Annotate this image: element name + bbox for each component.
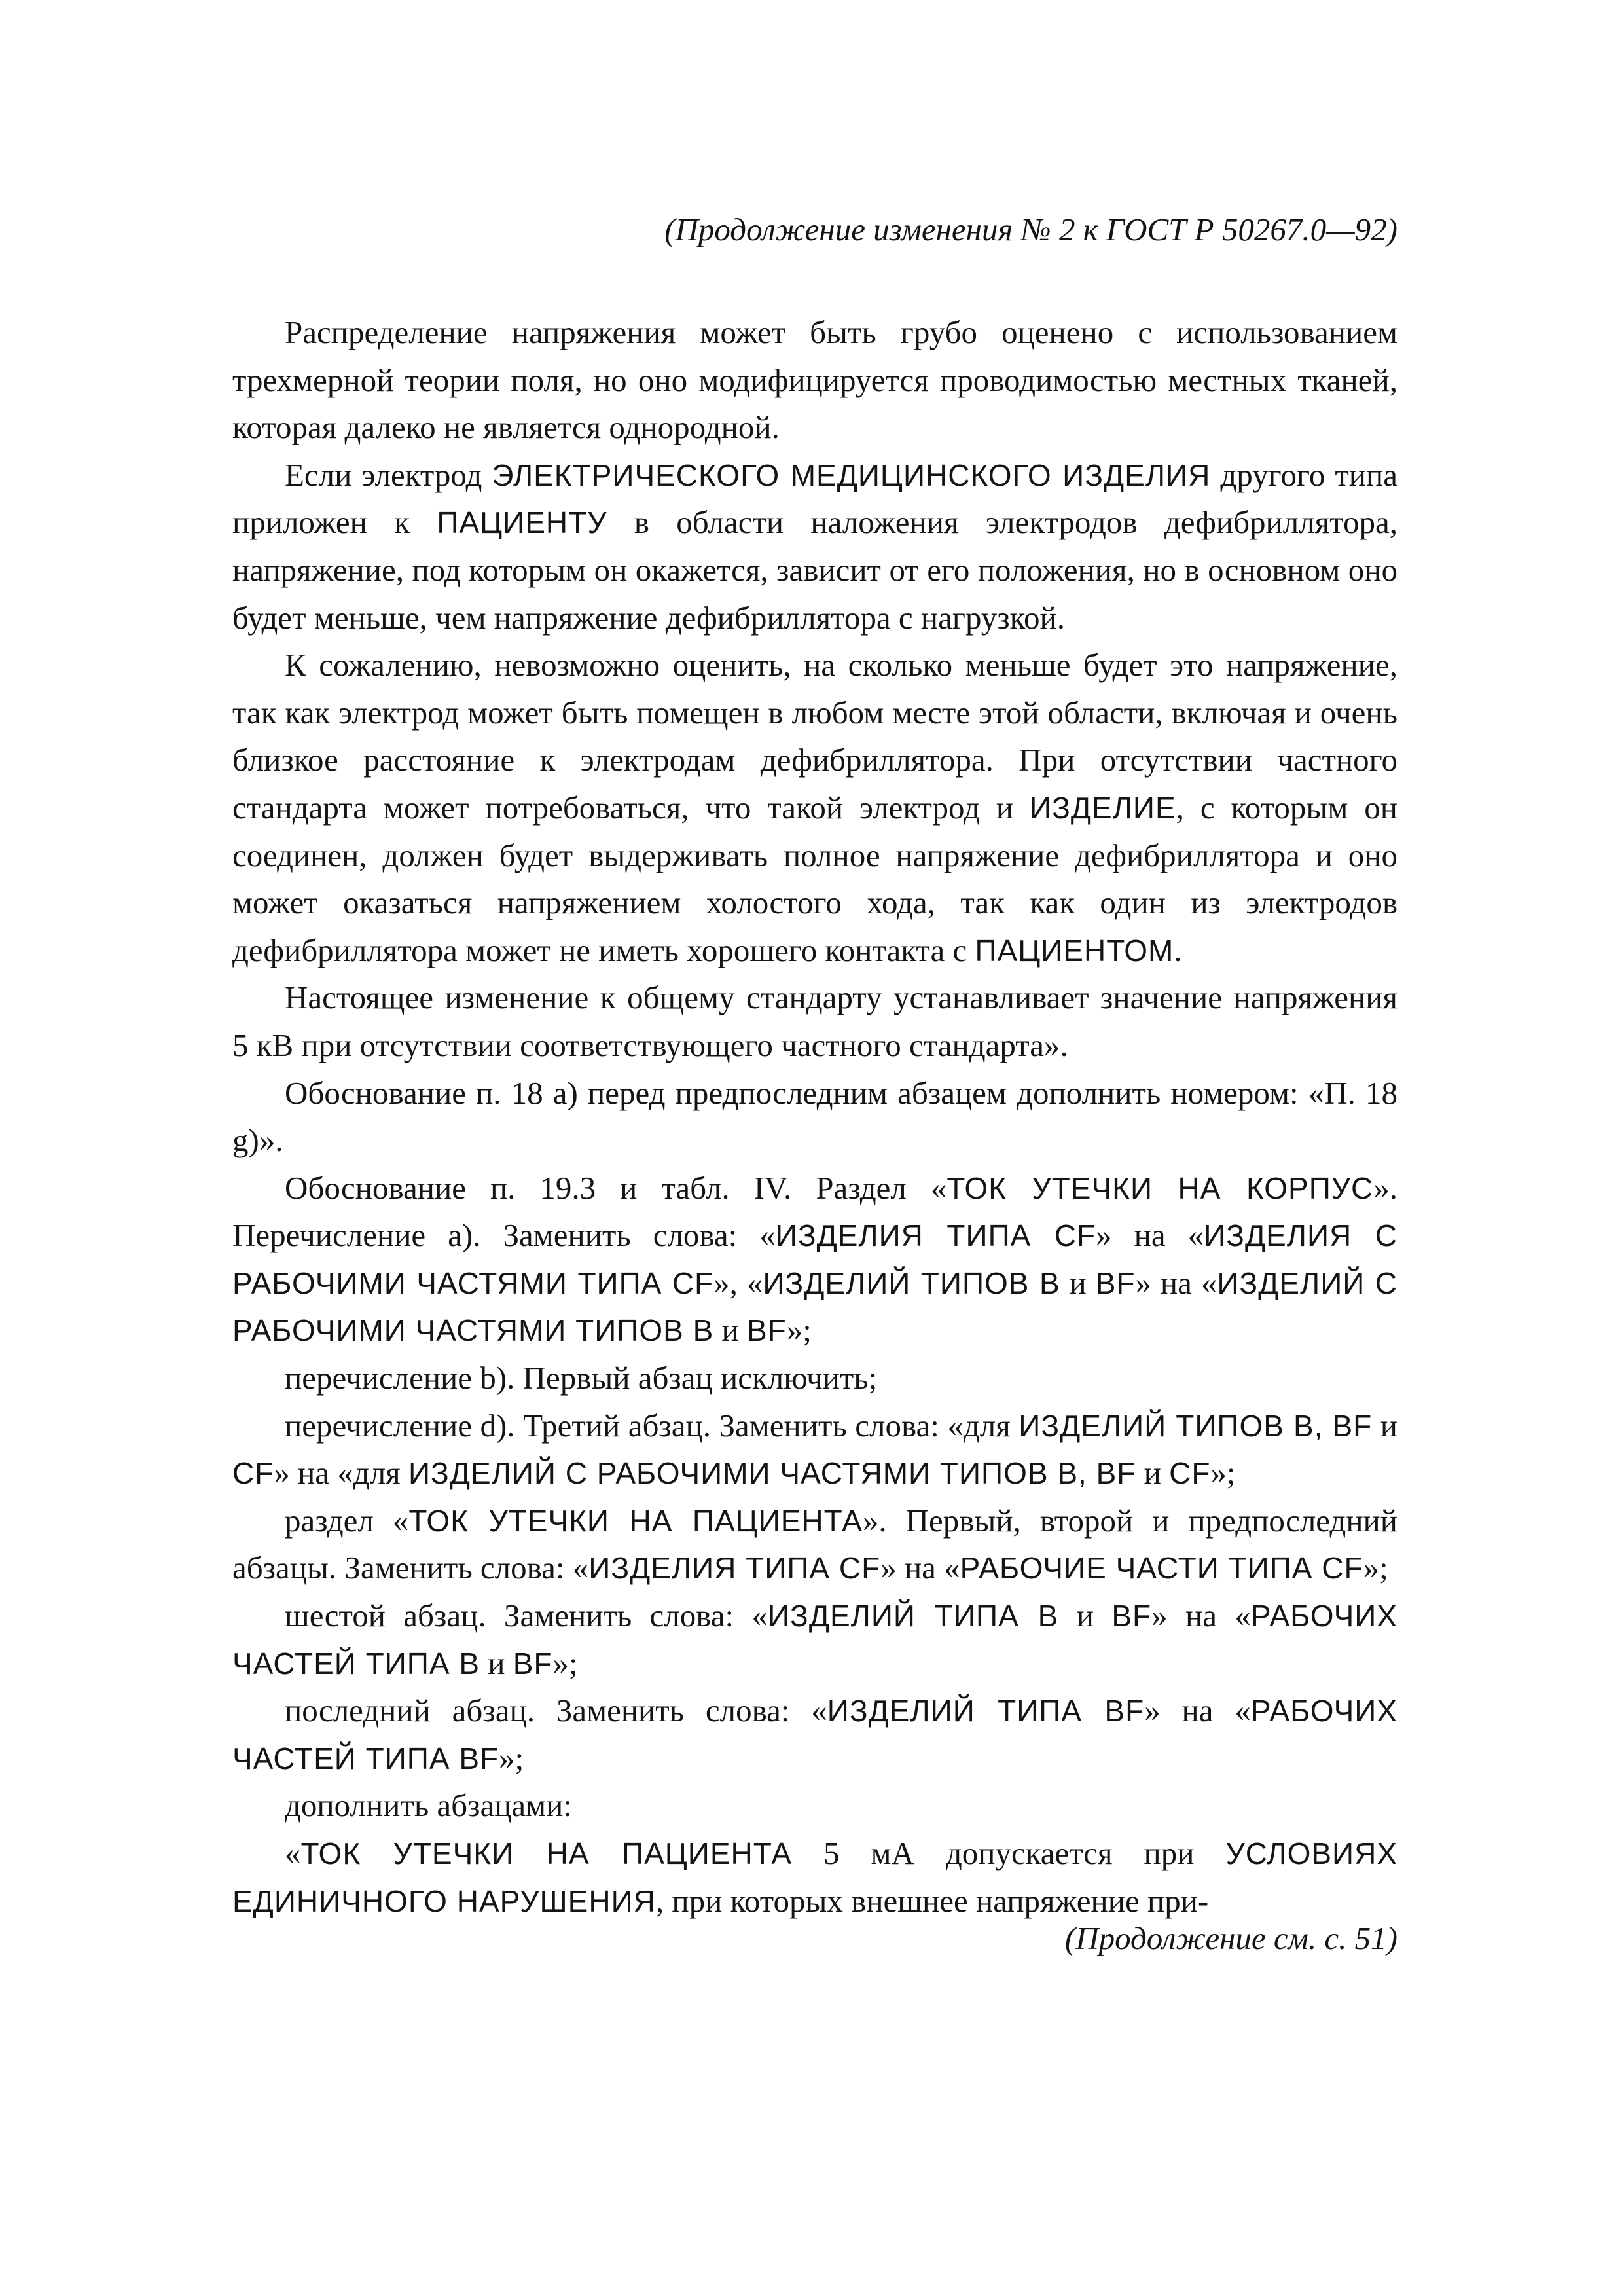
term-text: BF	[1111, 1599, 1152, 1633]
paragraph-text: в области наложения электродов дефибриллятора, напряжение, под которым он окажется, зависит от его положения, но в основном оно будет меньше, чем напряжение дефибриллятора с нагрузкой.	[232, 504, 1397, 636]
paragraph-text: »;	[499, 1740, 524, 1776]
paragraph-text: » на «	[1135, 1264, 1217, 1301]
term-text: BF	[513, 1646, 553, 1681]
paragraph-text: К сожалению, невозможно оценить, на сколько меньше будет это напряжение, так как электрод может быть помещен в любом месте этой области, включая и очень близкое расстояние к электродам дефибриллятора. При отсутствии частного стандарта может потребоваться, что такой электрод и	[232, 647, 1397, 826]
paragraph-text: дополнить абзацами:	[285, 1787, 573, 1824]
paragraph-text: » на «	[880, 1550, 960, 1586]
paragraph-text: »;	[552, 1645, 578, 1681]
paragraph-text: » на «для	[274, 1455, 408, 1491]
term-text: ПАЦИЕНТОМ	[975, 933, 1174, 968]
paragraph	[232, 1497, 1397, 1592]
paragraph-text: перечисление b). Первый абзац исключить;	[285, 1360, 878, 1396]
paragraph-text: Обоснование п. 19.3 и табл. IV. Раздел «	[285, 1169, 947, 1206]
term-text: РАБОЧИХ ЧАСТЕЙ ТИПА BF	[232, 1694, 1397, 1776]
paragraph-text: раздел «	[285, 1502, 409, 1539]
term-text: УСЛОВИЯХ ЕДИНИЧНОГО НАРУШЕНИЯ	[232, 1836, 1397, 1918]
paragraph-text: и	[1060, 1264, 1096, 1301]
paragraph-text: »;	[786, 1312, 812, 1349]
term-text: CF	[232, 1456, 274, 1491]
paragraph-text: ». Первый, второй и предпоследний абзацы. Заменить слова: «	[232, 1502, 1397, 1586]
paragraph-text: » на «	[1096, 1217, 1204, 1254]
document-page	[232, 210, 1397, 1925]
paragraph-text: «	[285, 1835, 301, 1871]
paragraph-text: и	[1372, 1407, 1397, 1444]
paragraph-text: » на «	[1151, 1597, 1251, 1634]
term-text: ИЗДЕЛИЯ С РАБОЧИМИ ЧАСТЯМИ ТИПА CF	[232, 1218, 1397, 1300]
term-text: РАБОЧИХ ЧАСТЕЙ ТИПА B	[232, 1599, 1397, 1681]
paragraph-text: и	[1058, 1597, 1112, 1634]
term-text: ИЗДЕЛИЙ ТИПА B	[767, 1599, 1059, 1633]
paragraph	[232, 452, 1397, 642]
paragraph-text: Если электрод	[285, 456, 492, 493]
paragraph-text: и	[713, 1312, 747, 1349]
paragraph-text: последний абзац. Заменить слова: «	[285, 1692, 827, 1729]
paragraph	[232, 1782, 1397, 1830]
term-text: ТОК УТЕЧКИ НА ПАЦИЕНТА	[300, 1836, 793, 1870]
term-text: ИЗДЕЛИЙ С РАБОЧИМИ ЧАСТЯМИ ТИПОВ B, BF	[408, 1456, 1136, 1491]
paragraph-text: и	[480, 1645, 513, 1681]
paragraph-text: Настоящее изменение к общему стандарту устанавливает значение напряжения 5 кВ при отсутствии соответствующего частного стандарта».	[232, 979, 1397, 1063]
continuation-note: (Продолжение см. с. 51)	[1064, 1920, 1397, 1956]
paragraph	[232, 1355, 1397, 1402]
paragraph	[232, 974, 1397, 1069]
paragraph-text: » на «	[1144, 1692, 1251, 1729]
term-text: ИЗДЕЛИЙ С РАБОЧИМИ ЧАСТЯМИ ТИПОВ B	[232, 1266, 1398, 1348]
term-text: ТОК УТЕЧКИ НА ПАЦИЕНТА	[408, 1503, 863, 1538]
paragraph-text: », «	[713, 1264, 763, 1301]
paragraph-text: и	[1136, 1455, 1170, 1491]
paragraph-text: 5 мА допускается при	[792, 1835, 1226, 1871]
paragraph	[232, 1402, 1397, 1497]
paragraph-text: Распределение напряжения может быть грубо оценено с использованием трехмерной теории поля, но оно модифицируется проводимостью местных тканей, которая далеко не является однородной.	[232, 314, 1397, 446]
paragraph-text: »;	[1210, 1455, 1236, 1491]
term-text: BF	[746, 1313, 787, 1348]
term-text: ИЗДЕЛИЙ ТИПОВ B	[763, 1266, 1060, 1300]
term-text: CF	[1169, 1456, 1211, 1491]
paragraph	[232, 309, 1397, 452]
term-text: ЭЛЕКТРИЧЕСКОГО МЕДИЦИНСКОГО ИЗДЕЛИЯ	[492, 458, 1211, 492]
paragraph-text: , при которых внешнее напряжение при-	[655, 1882, 1209, 1919]
paragraph-text: шестой абзац. Заменить слова: «	[285, 1597, 768, 1634]
body-text	[232, 309, 1397, 1925]
paragraph	[232, 1592, 1397, 1687]
term-text: BF	[1095, 1266, 1136, 1300]
paragraph-text: .	[1174, 932, 1182, 968]
paragraph-text: другого типа приложен к	[232, 456, 1397, 541]
term-text: ИЗДЕЛИЯ ТИПА CF	[588, 1551, 881, 1586]
term-text: РАБОЧИЕ ЧАСТИ ТИПА CF	[960, 1551, 1363, 1586]
paragraph	[232, 642, 1397, 974]
paragraph-text: , с которым он соединен, должен будет выдерживать полное напряжение дефибриллятора и оно может оказаться напряжением холостого хода, так как один из электродов дефибриллятора может не иметь хорошего контакта с	[232, 789, 1397, 968]
term-text: ИЗДЕЛИЙ ТИПОВ B, BF	[1018, 1408, 1373, 1443]
paragraph-text: ». Перечисление a). Заменить слова: «	[232, 1169, 1397, 1254]
paragraph	[232, 1830, 1397, 1925]
term-text: ИЗДЕЛИЕ	[1030, 790, 1176, 825]
term-text: ТОК УТЕЧКИ НА КОРПУС	[946, 1171, 1374, 1205]
running-header: (Продолжение изменения № 2 к ГОСТ Р 50267.0—92)	[664, 211, 1397, 247]
paragraph	[232, 1165, 1397, 1355]
paragraph-text: »;	[1363, 1550, 1388, 1586]
term-text: ИЗДЕЛИЯ ТИПА CF	[775, 1218, 1096, 1253]
paragraph	[232, 1070, 1397, 1165]
term-text: ИЗДЕЛИЙ ТИПА BF	[827, 1694, 1145, 1728]
term-text: ПАЦИЕНТУ	[437, 505, 607, 540]
paragraph-text: Обоснование п. 18 a) перед предпоследним абзацем дополнить номером: «П. 18 g)».	[232, 1074, 1397, 1159]
paragraph-text: перечисление d). Третий абзац. Заменить слова: «для	[285, 1407, 1019, 1444]
paragraph	[232, 1687, 1397, 1782]
